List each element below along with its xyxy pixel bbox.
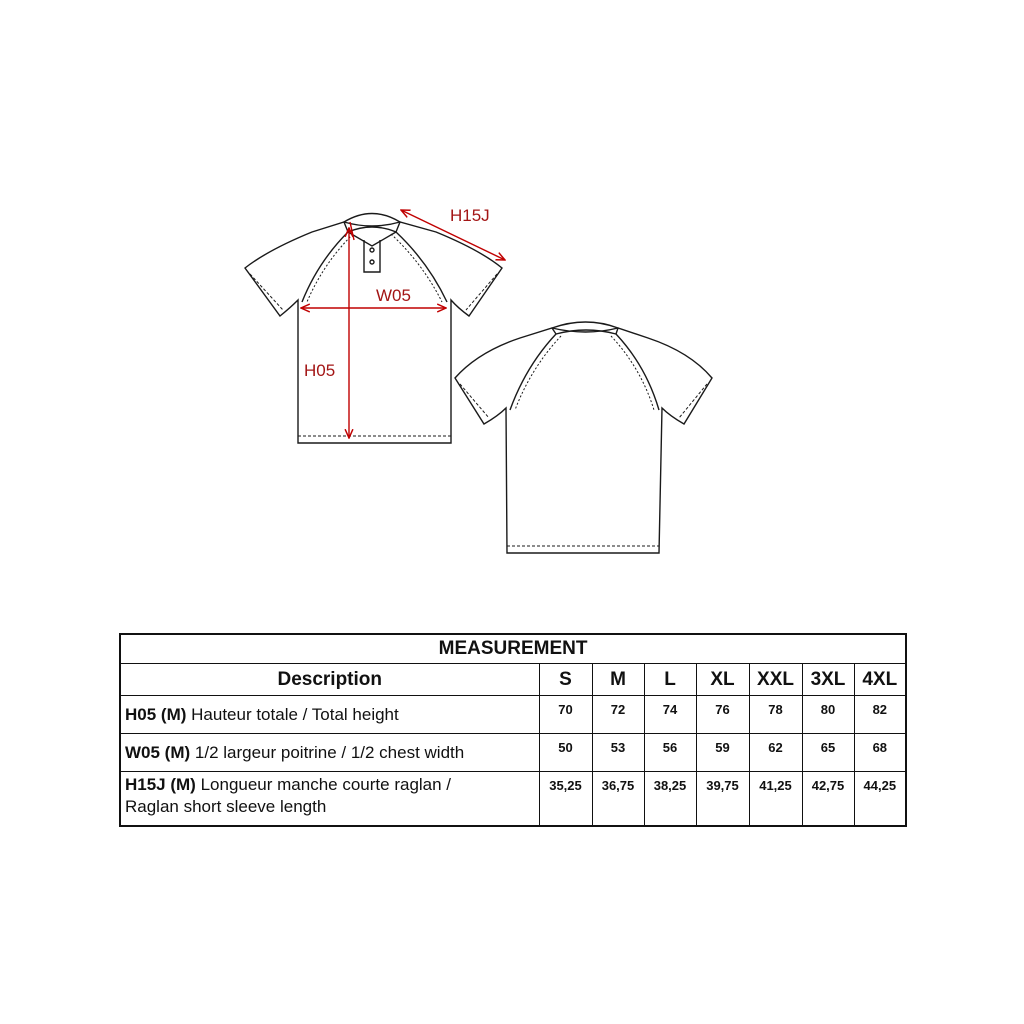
height-measure-label: H05 [304, 361, 336, 380]
size-header-3xl: 3XL [802, 664, 854, 696]
back-view-shirt [455, 322, 712, 553]
table-cell: 35,25 [539, 772, 592, 827]
table-cell: 38,25 [644, 772, 696, 827]
table-cell: 39,75 [696, 772, 749, 827]
total-height-measure [304, 228, 349, 438]
chest-width-measure [301, 286, 446, 308]
size-header-m: M [592, 664, 644, 696]
row-description [120, 696, 539, 734]
size-header-l: L [644, 664, 696, 696]
size-header-xxl: XXL [749, 664, 802, 696]
table-cell: 42,75 [802, 772, 854, 827]
table-row-sleeve-length [120, 772, 906, 827]
table-cell: 82 [854, 696, 906, 734]
row-code: H15J (M) [125, 775, 196, 794]
table-cell: 76 [696, 696, 749, 734]
table-cell: 41,25 [749, 772, 802, 827]
table-title: MEASUREMENT [120, 634, 906, 664]
row-text: Longueur manche courte raglan / [195, 775, 452, 794]
sleeve-length-measure [350, 206, 505, 266]
row-text-line2: Raglan short sleeve length [125, 797, 327, 816]
table-row-total-height [120, 696, 906, 734]
table-cell: 36,75 [592, 772, 644, 827]
measurement-table [119, 633, 907, 827]
table-cell: 68 [854, 734, 906, 772]
table-cell: 50 [539, 734, 592, 772]
table-cell: 72 [592, 696, 644, 734]
table-cell: 62 [749, 734, 802, 772]
size-header-xl: XL [696, 664, 749, 696]
table-cell: 74 [644, 696, 696, 734]
table-cell: 80 [802, 696, 854, 734]
chest-measure-label: W05 [376, 286, 411, 305]
row-code: W05 (M) [125, 742, 191, 762]
row-code: H05 (M) [125, 704, 187, 724]
table-cell: 56 [644, 734, 696, 772]
front-view-shirt [245, 214, 502, 444]
table-cell: 78 [749, 696, 802, 734]
size-header-4xl: 4XL [854, 664, 906, 696]
description-header: Description [120, 664, 539, 696]
size-header-s: S [539, 664, 592, 696]
table-cell: 59 [696, 734, 749, 772]
table-header-row [120, 664, 906, 696]
table-cell: 44,25 [854, 772, 906, 827]
sleeve-measure-label: H15J [450, 206, 490, 225]
table-row-chest-width [120, 734, 906, 772]
row-description [120, 772, 539, 827]
table-cell: 65 [802, 734, 854, 772]
row-description [120, 734, 539, 772]
row-text: Hauteur totale / Total height [186, 704, 399, 724]
table-cell: 53 [592, 734, 644, 772]
row-text: 1/2 largeur poitrine / 1/2 chest width [190, 742, 465, 762]
table-cell: 70 [539, 696, 592, 734]
